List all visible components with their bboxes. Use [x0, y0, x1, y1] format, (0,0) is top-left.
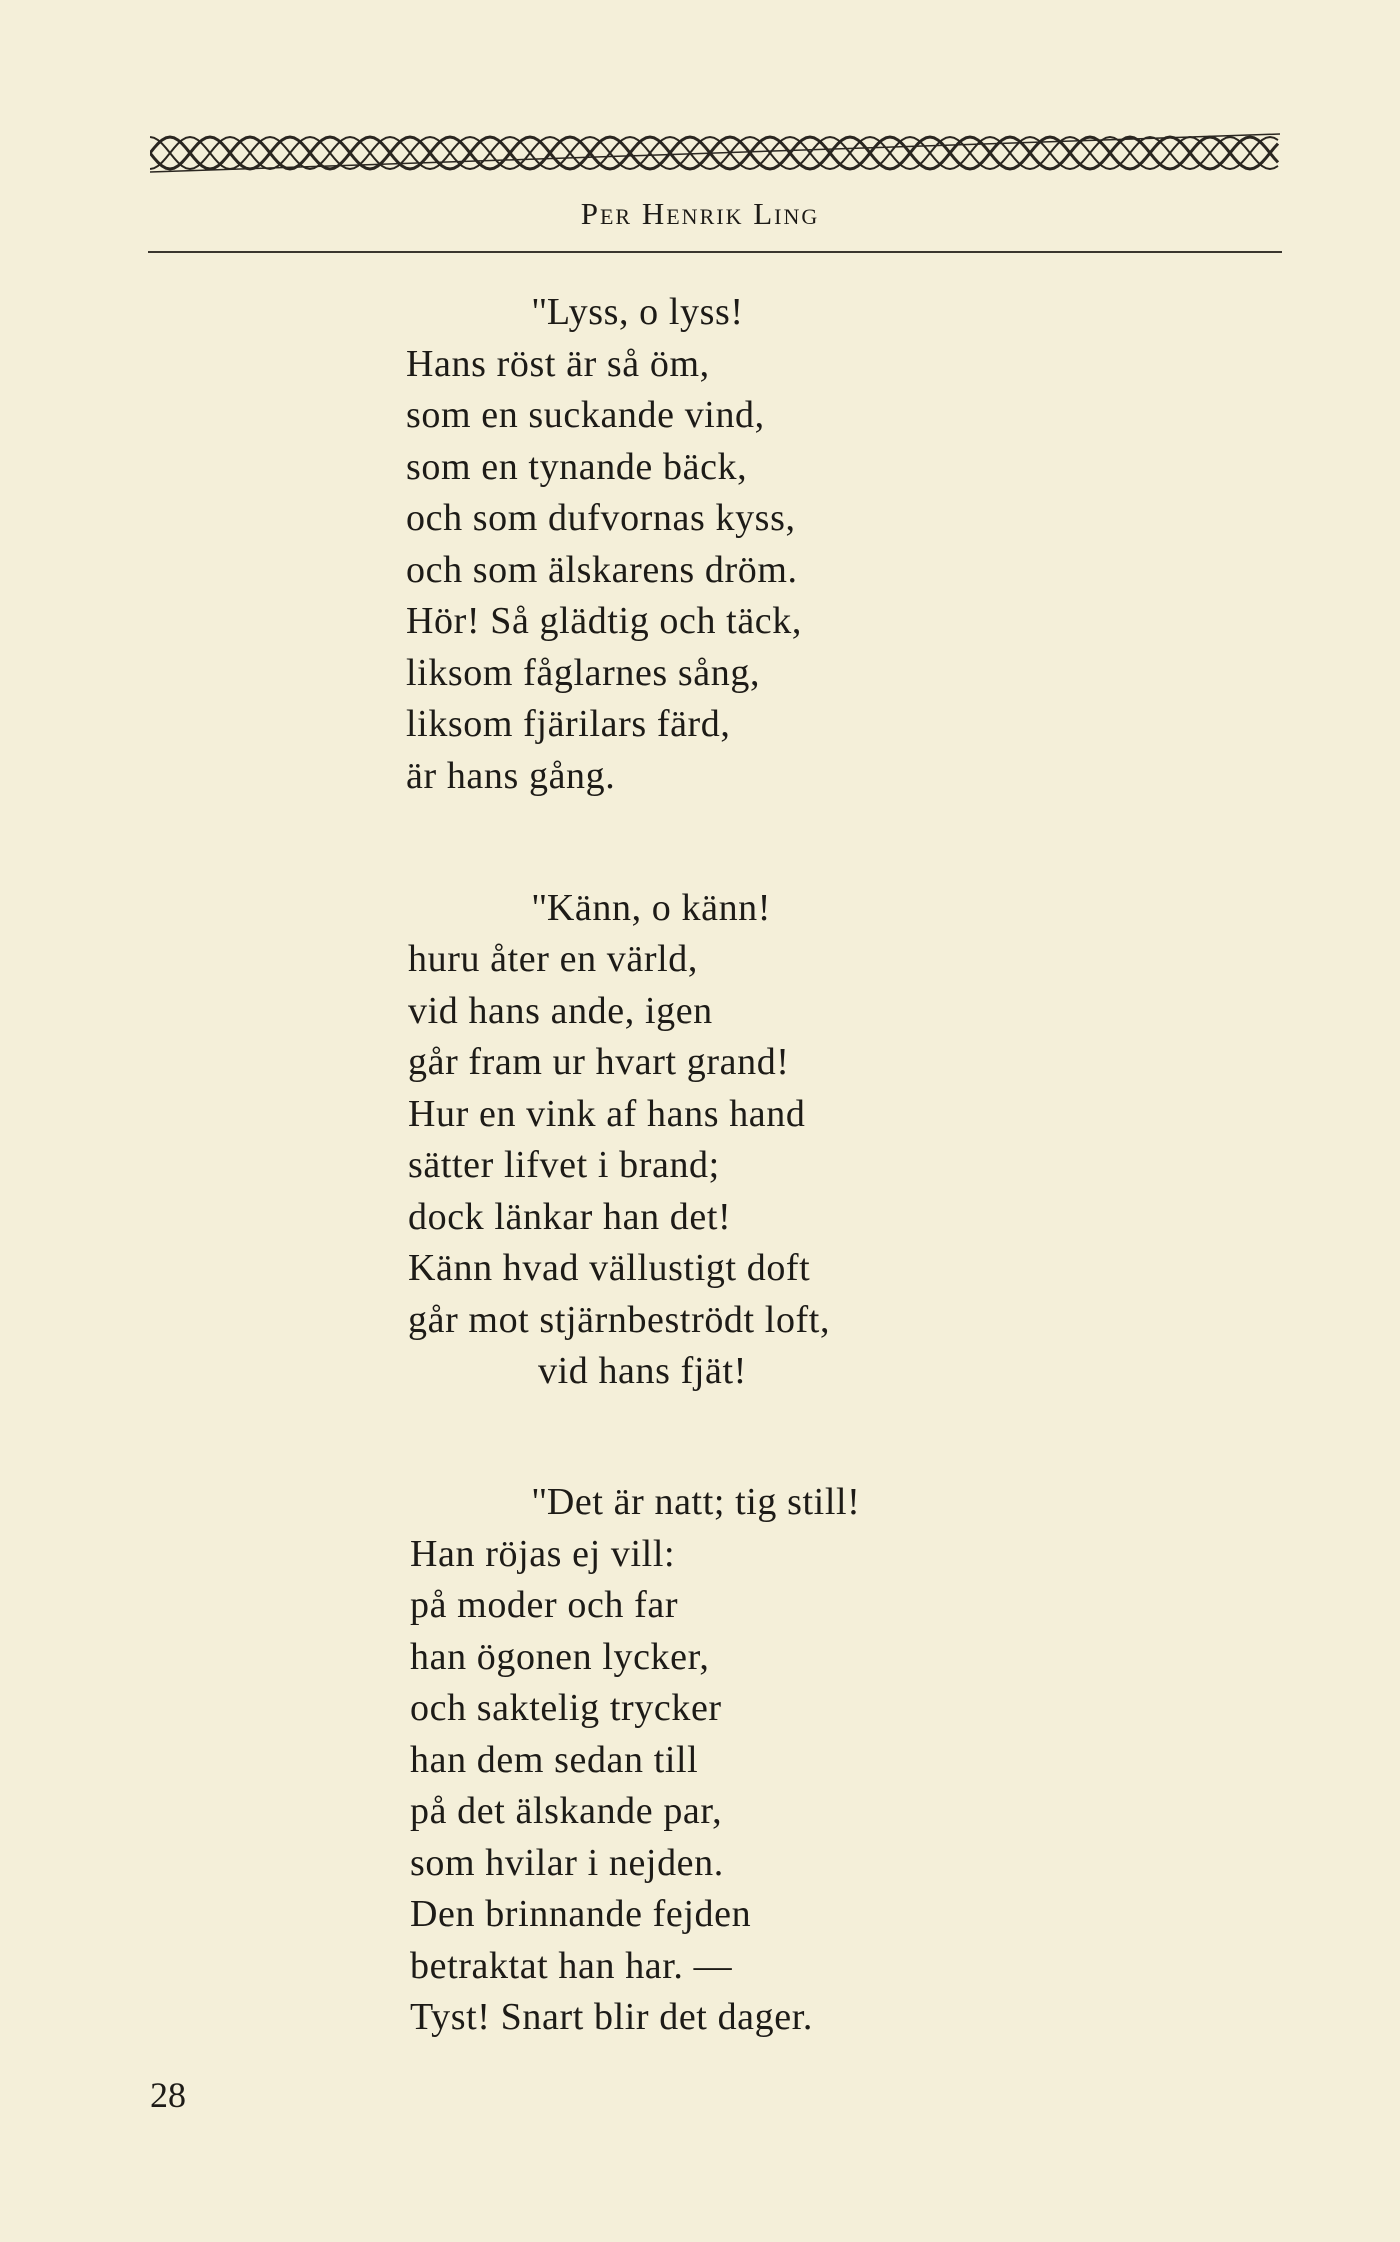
poem-line: sätter lifvet i brand;	[408, 1144, 720, 1186]
poem-line: vid hans fjät!	[538, 1350, 747, 1392]
poem-line: liksom fjärilars färd,	[406, 703, 731, 745]
poem-line: och som älskarens dröm.	[406, 549, 798, 591]
poem-line: som en suckande vind,	[406, 394, 765, 436]
poem-line: på moder och far	[410, 1584, 679, 1626]
poem-line: vid hans ande, igen	[408, 990, 713, 1032]
poem-line: Han röjas ej vill:	[410, 1533, 676, 1575]
poem-line: Den brinnande fejden	[410, 1893, 752, 1935]
poem-line: huru åter en värld,	[408, 938, 698, 980]
braided-rope-ornament-icon	[150, 128, 1280, 178]
poem-line: liksom fåglarnes sång,	[406, 652, 761, 694]
poem-line: ''Det är natt; tig still!	[532, 1481, 861, 1523]
running-head: Per Henrik Ling	[580, 196, 820, 231]
poem-line: på det älskande par,	[410, 1790, 723, 1832]
poem-line: som hvilar i nejden.	[410, 1842, 724, 1884]
header-rule	[148, 251, 1282, 253]
poem-line: och saktelig trycker	[410, 1687, 722, 1729]
poem-line: som en tynande bäck,	[406, 446, 748, 488]
poem-line: Hur en vink af hans hand	[408, 1093, 806, 1135]
poem-line: och som dufvornas kyss,	[406, 497, 796, 539]
poem-line: Tyst! Snart blir det dager.	[410, 1996, 813, 2038]
poem-line: Känn hvad vällustigt doft	[408, 1247, 811, 1289]
poem-line: går mot stjärnbeströdt loft,	[408, 1299, 831, 1341]
poem-line: Hör! Så glädtig och täck,	[406, 600, 802, 642]
poem-line: han dem sedan till	[410, 1739, 699, 1781]
poem-line: går fram ur hvart grand!	[408, 1041, 790, 1083]
poem-line: dock länkar han det!	[408, 1196, 732, 1238]
poem-line: är hans gång.	[406, 755, 616, 797]
poem-line: Hans röst är så öm,	[406, 343, 710, 385]
poem-line: ''Känn, o känn!	[532, 887, 772, 929]
page-number: 28	[150, 2075, 186, 2115]
poem-line: betraktat han har. —	[410, 1945, 733, 1987]
poem-line: han ögonen lycker,	[410, 1636, 710, 1678]
poem-line: ''Lyss, o lyss!	[532, 291, 744, 333]
